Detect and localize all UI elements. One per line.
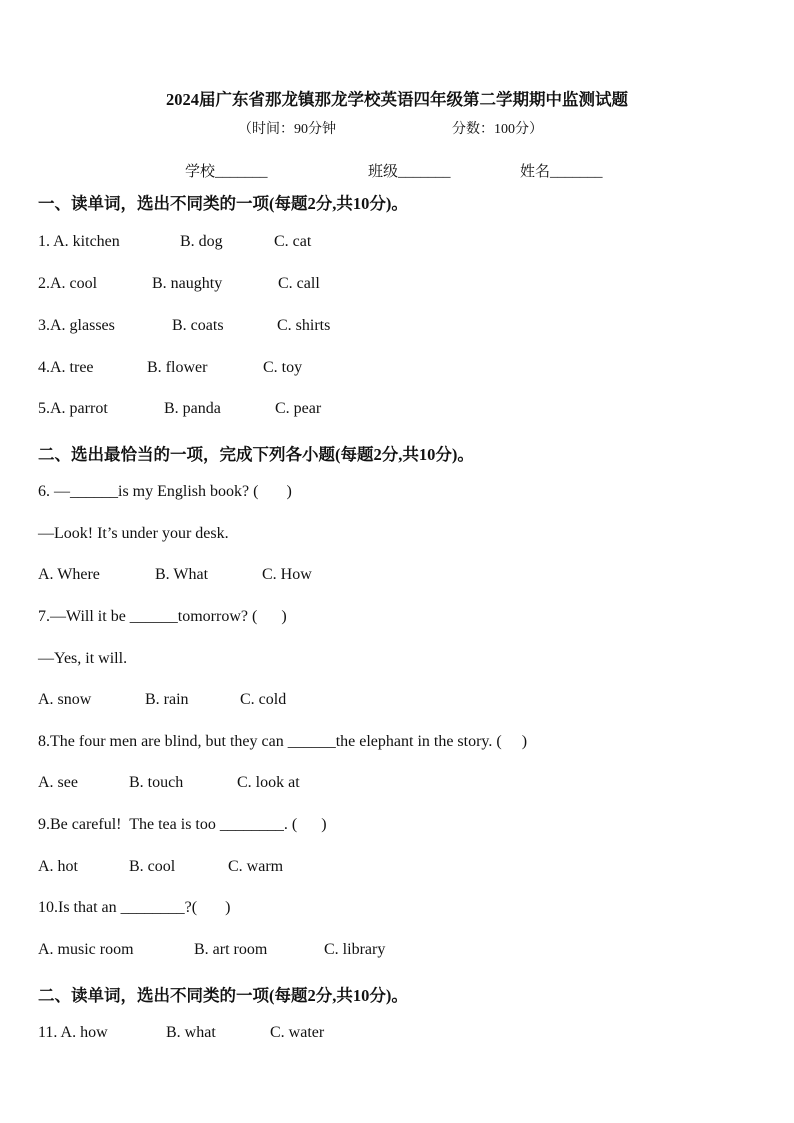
question-5-option-a: 5.A. parrot <box>38 400 108 417</box>
question-9-option-a: A. hot <box>38 858 78 875</box>
question-4-option-b: B. flower <box>147 359 208 376</box>
question-10-option-a: A. music room <box>38 941 134 958</box>
section-heading: 一、读单词，选出不同类的一项(每题2分,共10分)。 <box>38 194 408 213</box>
question-11-option-c: C. water <box>270 1024 325 1041</box>
question-1-option-b: B. dog <box>180 233 223 250</box>
question-6-stem: 6. —______is my English book? ( ) <box>38 483 292 500</box>
question-5-option-b: B. panda <box>164 400 221 417</box>
question-4-option-c: C. toy <box>263 359 303 376</box>
section-heading: 二、选出最恰当的一项，完成下列各小题(每题2分,共10分)。 <box>38 445 474 464</box>
question-8-option-b: B. touch <box>129 774 184 791</box>
question-10-stem: 10.Is that an ________?( ) <box>38 899 231 916</box>
question-3-option-a: 3.A. glasses <box>38 317 115 334</box>
question-6-option-c: C. How <box>262 566 312 583</box>
question-9-option-c: C. warm <box>228 858 284 875</box>
question-1-option-a: 1. A. kitchen <box>38 233 120 250</box>
question-7-option-a: A. snow <box>38 691 92 708</box>
question-11-option-a: 11. A. how <box>38 1024 108 1041</box>
question-10-option-b: B. art room <box>194 941 268 958</box>
question-3-option-b: B. coats <box>172 317 224 334</box>
question-6-option-b: B. What <box>155 566 209 583</box>
question-10-option-c: C. library <box>324 941 386 958</box>
exam-score: 分数：100分） <box>452 122 543 137</box>
school-field[interactable]: 学校_______ <box>185 164 268 180</box>
question-4-option-a: 4.A. tree <box>38 359 94 376</box>
exam-time: （时间：90分钟 <box>238 122 336 137</box>
class-field[interactable]: 班级_______ <box>368 164 451 180</box>
question-7-stem: 7.—Will it be ______tomorrow? ( ) <box>38 608 287 625</box>
question-2-option-a: 2.A. cool <box>38 275 98 292</box>
question-7-option-c: C. cold <box>240 691 287 708</box>
question-9-option-b: B. cool <box>129 858 176 875</box>
question-2-option-c: C. call <box>278 275 320 292</box>
question-5-option-c: C. pear <box>275 400 322 417</box>
name-field[interactable]: 姓名_______ <box>520 164 603 180</box>
question-2-option-b: B. naughty <box>152 275 223 292</box>
question-7-option-b: B. rain <box>145 691 189 708</box>
question-6-reply: —Look! It’s under your desk. <box>38 525 229 542</box>
section-heading: 二、读单词，选出不同类的一项(每题2分,共10分)。 <box>38 986 408 1005</box>
question-11-option-b: B. what <box>166 1024 216 1041</box>
question-1-option-c: C. cat <box>274 233 312 250</box>
question-8-stem: 8.The four men are blind, but they can ______the elephant in the story. ( ) <box>38 733 528 750</box>
question-6-option-a: A. Where <box>38 566 100 583</box>
page-title: 2024届广东省那龙镇那龙学校英语四年级第二学期期中监测试题 <box>166 90 628 109</box>
question-3-option-c: C. shirts <box>277 317 331 334</box>
question-8-option-c: C. look at <box>237 774 300 791</box>
question-8-option-a: A. see <box>38 774 78 791</box>
question-7-reply: —Yes, it will. <box>38 650 128 667</box>
question-9-stem: 9.Be careful! The tea is too ________. ( ) <box>38 816 327 833</box>
